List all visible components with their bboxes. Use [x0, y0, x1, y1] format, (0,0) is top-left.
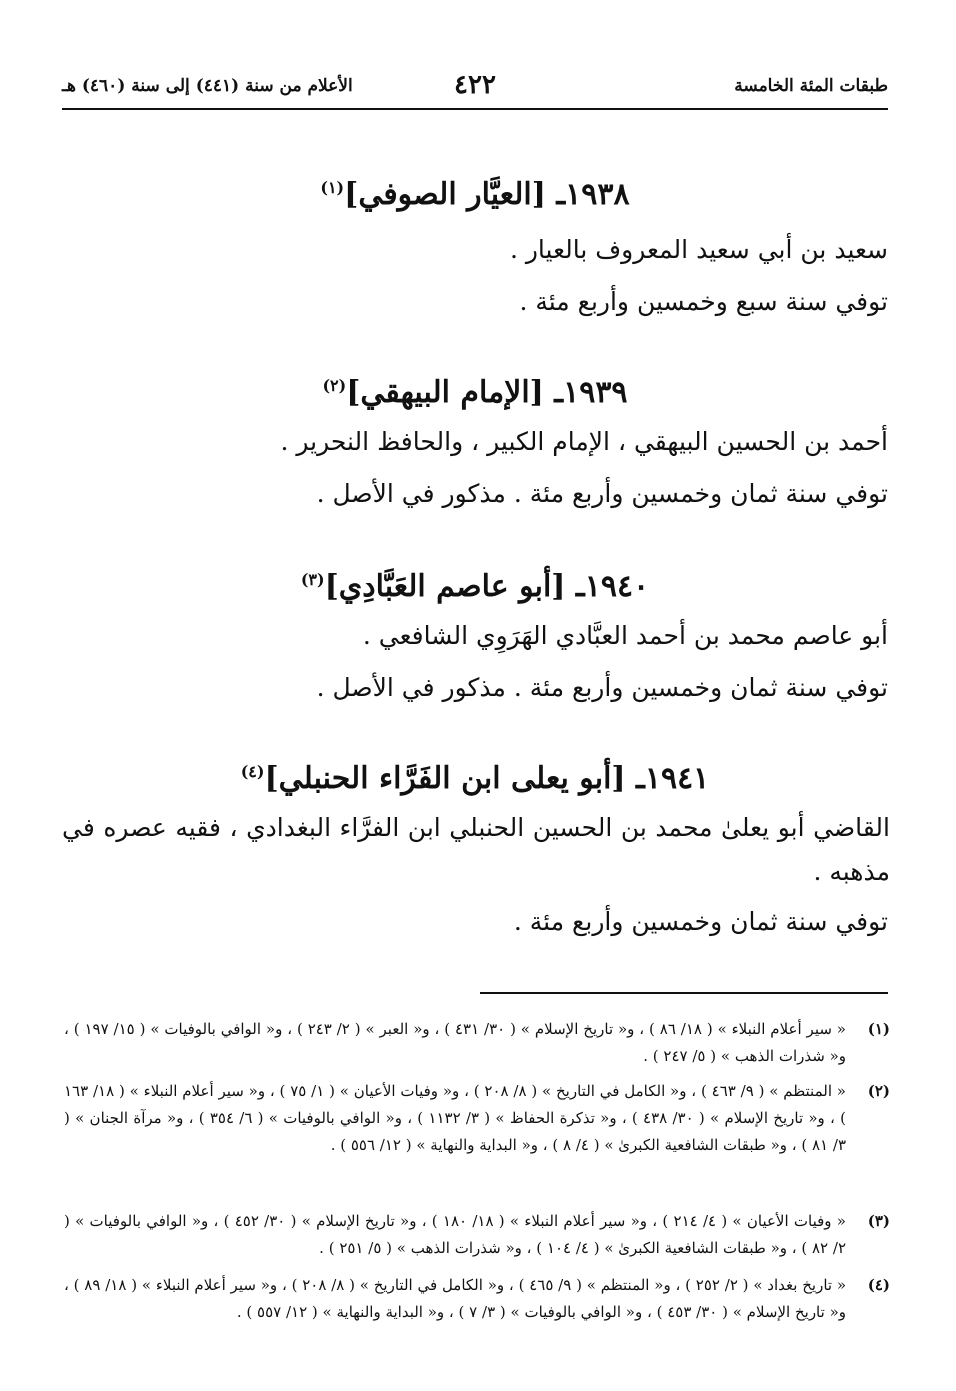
footnote-ref: (١) [320, 178, 345, 197]
footnote-ref: (٣) [300, 570, 325, 589]
footnote-text: « وفيات الأعيان » ( ٤/ ٢١٤ ) ، و« سير أعلام النبلاء » ( ١٨/ ١٨٠ ) ، و« تاريخ الإسلام » ( ٣٠/ ٤٥٢ ) ، و« الوافي بالوفيات » ( ٢/ ٨٢ ) ، و« طبقات الشافعية الكبرىٰ » ( ٤/ ١٠٤ ) ، و« شذرات الذهب » ( ٥/ ٢٥١ ) . [64, 1212, 846, 1257]
entry-title: ١٩٤٠ـ [أبو عاصم العَبَّادِي]$^{(٣)}$ [300, 569, 650, 604]
footnote-text: « المنتظم » ( ٩/ ٤٦٣ ) ، و« الكامل في التاريخ » ( ٨/ ٢٠٨ ) ، و« وفيات الأعيان » ( ١/ ٧٥ ) ، و« سير أعلام النبلاء » ( ١٨/ ١٦٣ ) ، و« تاريخ الإسلام » ( ٣٠/ ٤٣٨ ) ، و« تذكرة الحفاظ » ( ٣/ ١١٣٢ ) ، و« الوافي بالوفيات » ( ٦/ ٣٥٤ ) ، و« مرآة الجنان » ( ٣/ ٨١ ) ، و« طبقات الشافعية الكبرىٰ » ( ٤/ ٨ ) ، و« البداية والنهاية » ( ١٢/ ٥٥٦ ) . [64, 1082, 847, 1154]
entry-title: ١٩٣٨ـ [العيَّار الصوفي]$^{(١)}$ [320, 177, 630, 212]
footnote-ref: (٤) [240, 762, 265, 781]
entry-line: أبو عاصم محمد بن أحمد العبَّادي الهَرَوِي الشافعي . [362, 621, 888, 650]
entry-line: توفي سنة ثمان وخمسين وأربع مئة . مذكور في الأصل . [316, 479, 888, 508]
footnote-number: (١) [867, 1020, 890, 1038]
book-title: طبقات المئة الخامسة [734, 76, 888, 96]
entry-line: القاضي أبو يعلىٰ محمد بن الحسين الحنبلي ابن الفرَّاء البغدادي ، فقيه عصره في مذهبه . [62, 813, 890, 886]
footnote [64, 1272, 890, 1326]
footnote-number: (٤) [867, 1276, 890, 1294]
page-number: ٤٢٢ [454, 70, 496, 100]
footnote [64, 1208, 890, 1262]
footnote [64, 1078, 890, 1159]
footnote [64, 1016, 890, 1070]
footnote-text: « سير أعلام النبلاء » ( ١٨/ ٨٦ ) ، و« تاريخ الإسلام » ( ٣٠/ ٤٣١ ) ، و« العبر » ( ٢/ ٢٤٣ ) ، و« الوافي بالوفيات » ( ١٥/ ١٩٧ ) ، و« شذرات الذهب » ( ٥/ ٢٤٧ ) . [64, 1020, 846, 1065]
entry-title: ١٩٤١ـ [أبو يعلى ابن الفَرَّاء الحنبلي]$^{(٤)}$ [240, 761, 710, 796]
footnote-separator [480, 992, 888, 994]
footnote-ref: (٢) [322, 376, 347, 395]
entry-line: توفي سنة ثمان وخمسين وأربع مئة . [513, 907, 888, 936]
entry-title: ١٩٣٩ـ [الإمام البيهقي]$^{(٢)}$ [322, 375, 628, 410]
entry-line: سعيد بن أبي سعيد المعروف بالعيار . [509, 235, 888, 264]
entry-line: توفي سنة سبع وخمسين وأربع مئة . [519, 287, 888, 316]
running-header [62, 68, 888, 110]
entry-line: أحمد بن الحسين البيهقي ، الإمام الكبير ، والحافظ النحرير . [280, 427, 888, 456]
entry-line: توفي سنة ثمان وخمسين وأربع مئة . مذكور في الأصل . [316, 673, 888, 702]
footnote-number: (٣) [867, 1212, 890, 1230]
section-title: الأعلام من سنة (٤٤١) إلى سنة (٤٦٠) هـ [62, 76, 353, 96]
footnote-number: (٢) [867, 1082, 890, 1100]
footnote-text: « تاريخ بغداد » ( ٢/ ٢٥٢ ) ، و« المنتظم » ( ٩/ ٤٦٥ ) ، و« الكامل في التاريخ » ( ٨/ ٢٠٨ ) ، و« سير أعلام النبلاء » ( ١٨/ ٨٩ ) ، و« تاريخ الإسلام » ( ٣٠/ ٤٥٣ ) ، و« الوافي بالوفيات » ( ٣/ ٧ ) ، و« البداية والنهاية » ( ١٢/ ٥٥٧ ) . [64, 1276, 847, 1321]
